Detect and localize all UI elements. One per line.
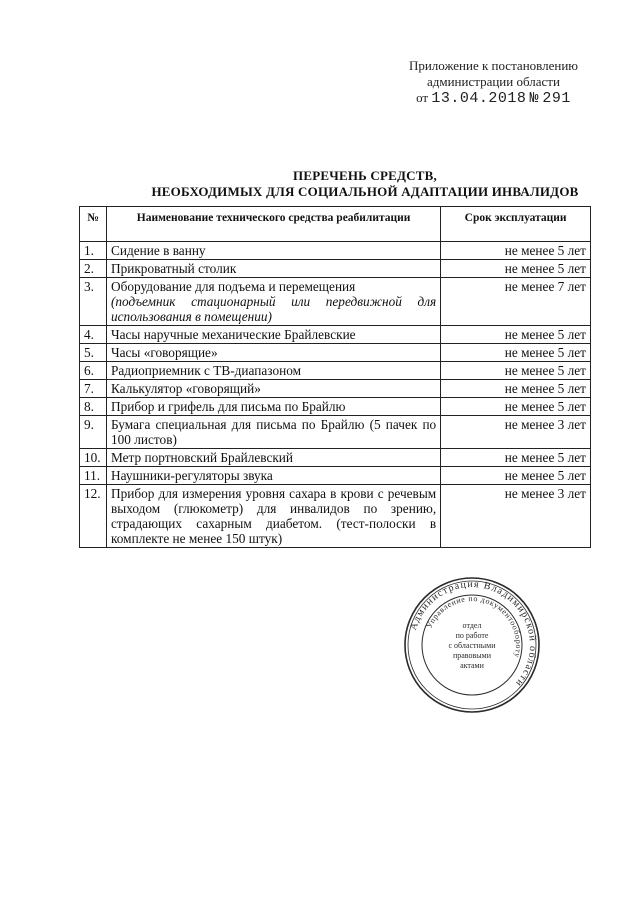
table-row: [80, 326, 591, 344]
row-term: не менее 5 лет: [441, 344, 591, 362]
row-number: 11.: [80, 467, 107, 485]
row-name-cell: [106, 278, 440, 326]
title-line-1: ПЕРЕЧЕНЬ СРЕДСТВ,: [293, 168, 437, 183]
row-name: Прикроватный столик: [110, 261, 237, 276]
row-name-cell: [106, 326, 440, 344]
row-term: не менее 7 лет: [441, 278, 591, 326]
header-term: Срок эксплуатации: [441, 207, 591, 242]
number-sign: №: [529, 90, 540, 107]
row-name: Сидение в ванну: [110, 243, 206, 258]
decree-date: 13.04.2018: [431, 90, 527, 107]
row-name: Наушники-регуляторы звука: [110, 468, 273, 483]
row-term: не менее 3 лет: [441, 416, 591, 449]
row-number: 7.: [80, 380, 107, 398]
row-term: не менее 5 лет: [441, 362, 591, 380]
row-term: не менее 5 лет: [441, 260, 591, 278]
stamp-outer-text: Администрация Владимирской области: [408, 578, 539, 690]
row-number: 12.: [80, 485, 107, 548]
row-name: Часы «говорящие»: [110, 345, 218, 360]
table-row: [80, 344, 591, 362]
header-name: Наименование технического средства реабилитации: [106, 207, 440, 242]
row-number: 1.: [80, 242, 107, 260]
title-line-2: НЕОБХОДИМЫХ ДЛЯ СОЦИАЛЬНОЙ АДАПТАЦИИ ИНВАЛИДОВ: [151, 184, 579, 199]
row-term: не менее 5 лет: [441, 380, 591, 398]
attachment-line-1: Приложение к постановлению: [408, 58, 578, 73]
decree-number: 291: [542, 90, 571, 107]
table-row: [80, 485, 591, 548]
table-row: [80, 242, 591, 260]
table-row: [80, 278, 591, 326]
row-number: 9.: [80, 416, 107, 449]
row-term: не менее 5 лет: [441, 398, 591, 416]
table-row: [80, 362, 591, 380]
stamp-center-line: правовыми: [452, 651, 492, 660]
row-name: Метр портновский Брайлевский: [110, 450, 294, 465]
row-term: не менее 5 лет: [441, 242, 591, 260]
row-name-cell: [106, 260, 440, 278]
table-header-row: [80, 207, 591, 242]
row-number: 4.: [80, 326, 107, 344]
date-prefix: от: [416, 90, 429, 105]
row-name-cell: [106, 242, 440, 260]
row-name-cell: [106, 416, 440, 449]
row-name: Прибор для измерения уровня сахара в крови с речевым выходом (глюкометр) для инвалидов по зрению, страдающих сахарным диабетом. (тест-полоски в комплекте не менее 150 штук): [110, 486, 437, 546]
row-name-cell: [106, 485, 440, 548]
row-number: 5.: [80, 344, 107, 362]
row-name: Радиоприемник с ТВ-диапазоном: [110, 363, 302, 378]
row-name: Прибор и грифель для письма по Брайлю: [110, 399, 346, 414]
row-name-cell: [106, 380, 440, 398]
table-row: [80, 416, 591, 449]
stamp-center-text: [448, 621, 496, 670]
table-row: [80, 449, 591, 467]
stamp-inner-text: Управление по документообороту: [424, 593, 524, 659]
row-number: 3.: [80, 278, 107, 326]
row-term: не менее 5 лет: [441, 467, 591, 485]
row-name-cell: [106, 467, 440, 485]
table-row: [80, 398, 591, 416]
table-row: [80, 260, 591, 278]
row-name: Бумага специальная для письма по Брайлю (5 пачек по 100 листов): [110, 417, 437, 447]
row-name: Калькулятор «говорящий»: [110, 381, 261, 396]
stamp-center-line: по работе: [455, 631, 489, 640]
row-number: 6.: [80, 362, 107, 380]
header-number: №: [80, 207, 107, 242]
row-name: Оборудование для подъема и перемещения: [110, 279, 356, 294]
attachment-note: [409, 58, 578, 107]
row-name-cell: [106, 362, 440, 380]
row-name-cell: [106, 344, 440, 362]
row-name-cell: [106, 449, 440, 467]
row-number: 10.: [80, 449, 107, 467]
official-stamp: [402, 575, 542, 715]
row-term: не менее 3 лет: [441, 485, 591, 548]
document-title: [150, 168, 580, 200]
row-number: 2.: [80, 260, 107, 278]
table-row: [80, 380, 591, 398]
stamp-center-line: актами: [460, 661, 484, 670]
stamp-center-line: отдел: [462, 621, 482, 630]
attachment-dateline: [409, 90, 578, 107]
row-name-cell: [106, 398, 440, 416]
table-body: [80, 242, 591, 548]
stamp-center-line: с областными: [448, 641, 496, 650]
table-row: [80, 467, 591, 485]
row-name: Часы наручные механические Брайлевские: [110, 327, 356, 342]
row-number: 8.: [80, 398, 107, 416]
row-note: (подъемник стационарный или передвижной для использования в помещении): [110, 294, 437, 324]
attachment-line-2: администрации области: [426, 74, 560, 89]
row-term: не менее 5 лет: [441, 326, 591, 344]
rehab-means-table: [79, 206, 591, 548]
row-term: не менее 5 лет: [441, 449, 591, 467]
